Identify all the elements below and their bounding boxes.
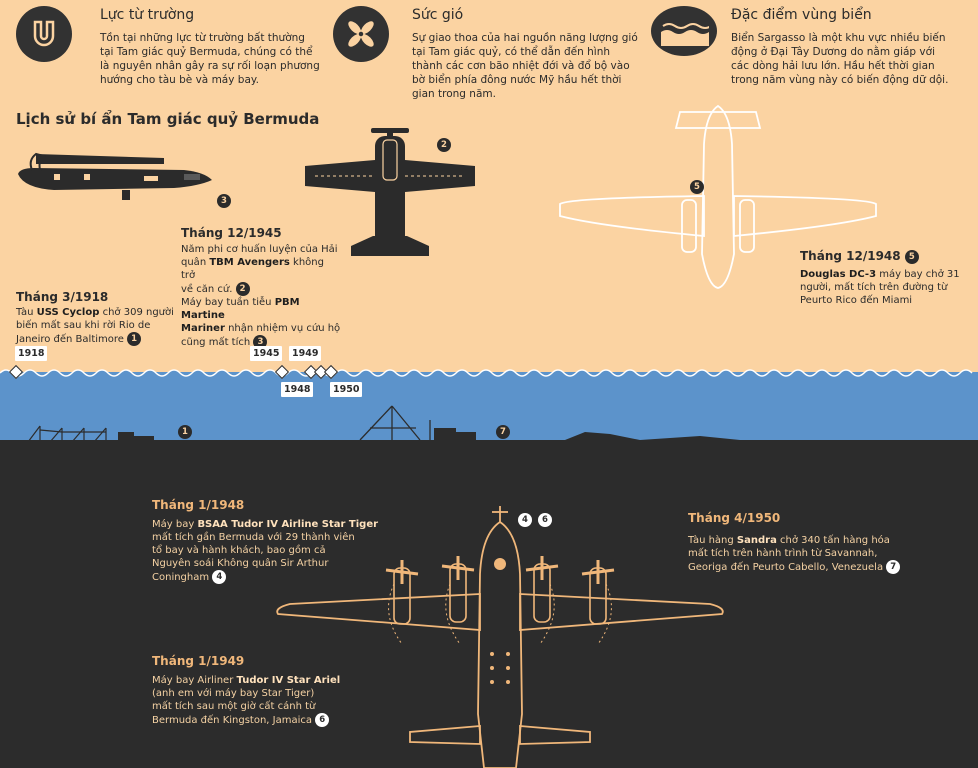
wave-icon	[651, 6, 717, 56]
factor-title-magnetic: Lực từ trường	[100, 7, 195, 23]
magnet-icon	[16, 6, 72, 62]
event-dc3-text: Douglas DC-3 máy bay chở 31 người, mất tích trên đường từ Peurto Rico đến Miami	[800, 269, 960, 306]
event-1918-badge: 1	[127, 332, 141, 346]
event-dc3-badge: 5	[905, 250, 919, 264]
timeline-year-1950: 1950	[330, 382, 362, 397]
event-1945-badge-3: 3	[253, 335, 267, 349]
sandra-cargo-ship-icon	[330, 404, 485, 450]
wave-line	[0, 366, 978, 380]
timeline-year-1948: 1948	[281, 382, 313, 397]
fan-icon	[333, 6, 389, 62]
event-sandra-badge: 7	[886, 560, 900, 574]
event-sandra-date: Tháng 4/1950	[688, 511, 781, 525]
timeline-year-1918: 1918	[15, 346, 47, 361]
event-1945-badge-2: 2	[236, 282, 250, 296]
figure-badge-1: 1	[178, 425, 192, 439]
figure-badge-2: 2	[437, 138, 451, 152]
event-1945-date: Tháng 12/1945	[181, 226, 282, 240]
factor-text-magnetic: Tồn tại những lực từ trường bất thường tại Tam giác quỷ Bermuda, chúng có thể là nguyên nhân gây ra sự rối loạn phương hướng cho tàu bè và máy bay.	[100, 32, 320, 86]
factor-title-wind: Sức gió	[412, 7, 464, 23]
pbm-mariner-plane-icon	[14, 146, 214, 206]
event-1945-text: Năm phi cơ huấn luyện của Hải quân TBM Avengers không trở về căn cứ. 2 Máy bay tuần tiễu PBM Martine Mariner nhận nhiệm vụ cứu hộ cũng mất tích 3	[181, 244, 341, 348]
event-star-tiger-badge: 4	[212, 570, 226, 584]
history-title: Lịch sử bí ẩn Tam giác quỷ Bermuda	[16, 110, 320, 128]
event-star-tiger-date: Tháng 1/1948	[152, 498, 245, 512]
factor-text-wind: Sự giao thoa của hai nguồn năng lượng gió tại Tam giác quỷ, có thể dẫn đến hình thành các cơn bão nhiệt đới và đổ bộ vào bờ biển phía đông nước Mỹ hầu hết thời gian trong năm.	[412, 32, 638, 100]
figure-badge-3: 3	[217, 194, 231, 208]
timeline-year-1949: 1949	[289, 346, 321, 361]
factor-text-sea: Biển Sargasso là một khu vực nhiều biến động ở Đại Tây Dương do nằm giáp với các dòng hải lưu lớn. Hầu hết thời gian trong năm vùng này có biến động dữ dội.	[731, 32, 949, 86]
event-star-ariel-date: Tháng 1/1949	[152, 654, 245, 668]
timeline-year-1945: 1945	[250, 346, 282, 361]
event-dc3-date: Tháng 12/1948 5	[800, 249, 919, 264]
event-star-ariel-text: Máy bay Airliner Tudor IV Star Ariel (anh em với máy bay Star Tiger) mất tích sau một giờ cất cánh từ Bermuda đến Kingston, Jamaica 6	[152, 675, 341, 726]
figure-badge-6: 6	[538, 513, 552, 527]
event-sandra-text: Tàu hàng Sandra chở 340 tấn hàng hóa mất tích trên hành trình từ Savannah, Georiga đến Peurto Cabello, Venezuela 7	[688, 534, 928, 574]
figure-badge-7: 7	[496, 425, 510, 439]
event-star-ariel-badge: 6	[315, 713, 329, 727]
figure-badge-5: 5	[690, 180, 704, 194]
factor-title-sea: Đặc điểm vùng biển	[731, 7, 872, 23]
uss-cyclop-ship-icon	[14, 420, 164, 452]
event-1918-text: Tàu USS Cyclop chở 309 người biến mất sau khi rời Rio de Janeiro đến Baltimore 1	[16, 307, 174, 345]
event-1918-date: Tháng 3/1918	[16, 290, 109, 304]
figure-badge-4: 4	[518, 513, 532, 527]
event-star-tiger-text: Máy bay BSAA Tudor IV Airline Star Tiger mất tích gần Bermuda với 29 thành viên tổ bay và hành khách, bao gồm cả Nguyên soái Không quân Sir Arthur Coningham 4	[152, 519, 379, 583]
